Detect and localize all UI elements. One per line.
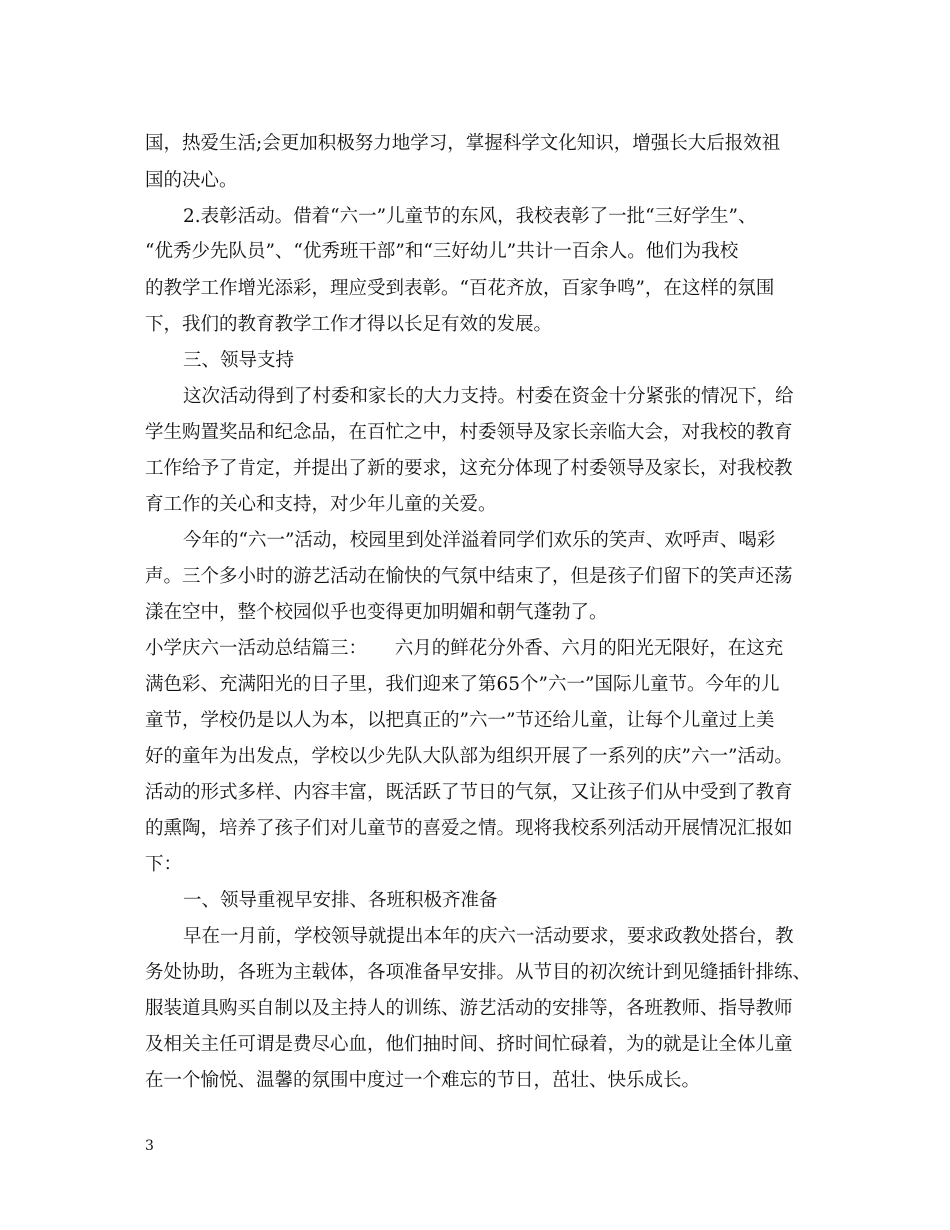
body-text-line: 国的决心。 <box>145 170 238 191</box>
body-text-line: 满色彩、充满阳光的日子里，我们迎来了第65个”六一”国际儿童节。今年的儿 <box>145 674 780 695</box>
body-text-line: 早在一月前，学校领导就提出本年的庆六一活动要求，要求政教处搭台，教 <box>183 926 794 947</box>
body-text-line: 育工作的关心和支持，对少年儿童的关爱。 <box>145 494 497 515</box>
body-text-line: 下，我们的教育教学工作才得以长足有效的发展。 <box>145 314 553 335</box>
body-text-line: 学生购置奖品和纪念品，在百忙之中，村委领导及家长亲临大会，对我校的教育 <box>145 422 793 443</box>
body-text-line: 这次活动得到了村委和家长的大力支持。村委在资金十分紧张的情况下，给 <box>183 386 794 407</box>
body-text-line: 下： <box>145 854 183 875</box>
section-heading: 三、领导支持 <box>183 350 295 371</box>
body-text-line: 在一个愉悦、温馨的氛围中度过一个难忘的节日，茁壮、快乐成长。 <box>145 1070 701 1091</box>
body-text-line: 漾在空中，整个校园似乎也变得更加明媚和朝气蓬勃了。 <box>145 602 608 623</box>
body-text-line: 好的童年为出发点，学校以少先队大队部为组织开展了一系列的庆”六一”活动。 <box>145 746 793 767</box>
body-text-line: “优秀少先队员”、“优秀班干部”和“三好幼儿”共计一百余人。他们为我校 <box>145 241 739 262</box>
body-text-line: 及相关主任可谓是费尽心血，他们抽时间、挤时间忙碌着，为的就是让全体儿童 <box>145 1034 793 1055</box>
page-number: 3 <box>145 1138 154 1154</box>
body-text-line: 活动的形式多样、内容丰富，既活跃了节日的气氛，又让孩子们从中受到了教育 <box>145 782 793 803</box>
body-text-line: 童节，学校仍是以人为本，以把真正的”六一”节还给儿童，让每个儿童过上美 <box>145 710 775 731</box>
article-heading-line: 小学庆六一活动总结篇三： 六月的鲜花分外香、六月的阳光无限好，在这充 <box>145 638 784 659</box>
body-text-line: 工作给予了肯定，并提出了新的要求，这充分体现了村委领导及家长，对我校教 <box>145 458 793 479</box>
body-text-line: 的教学工作增光添彩，理应受到表彰。“百花齐放，百家争鸣”，在这样的氛围 <box>145 278 775 299</box>
body-text-line: 的熏陶，培养了孩子们对儿童节的喜爱之情。现将我校系列活动开展情况汇报如 <box>145 818 793 839</box>
body-text-line: 2.表彰活动。借着“六一”儿童节的东风，我校表彰了一批“三好学生”、 <box>183 206 757 227</box>
section-heading: 一、领导重视早安排、各班积极齐准备 <box>183 890 498 911</box>
body-text-line: 声。三个多小时的游艺活动在愉快的气氛中结束了，但是孩子们留下的笑声还荡 <box>145 566 793 587</box>
body-text-line: 服装道具购买自制以及主持人的训练、游艺活动的安排等，各班教师、指导教师 <box>145 998 793 1019</box>
body-text-line: 今年的“六一”活动，校园里到处洋溢着同学们欢乐的笑声、欢呼声、喝彩 <box>183 530 776 551</box>
body-text-line: 务处协助，各班为主载体，各项准备早安排。从节目的初次统计到见缝插针排练、 <box>145 962 812 983</box>
body-text-line: 国，热爱生活;会更加积极努力地学习，掌握科学文化知识，增强长大后报效祖 <box>145 133 781 154</box>
